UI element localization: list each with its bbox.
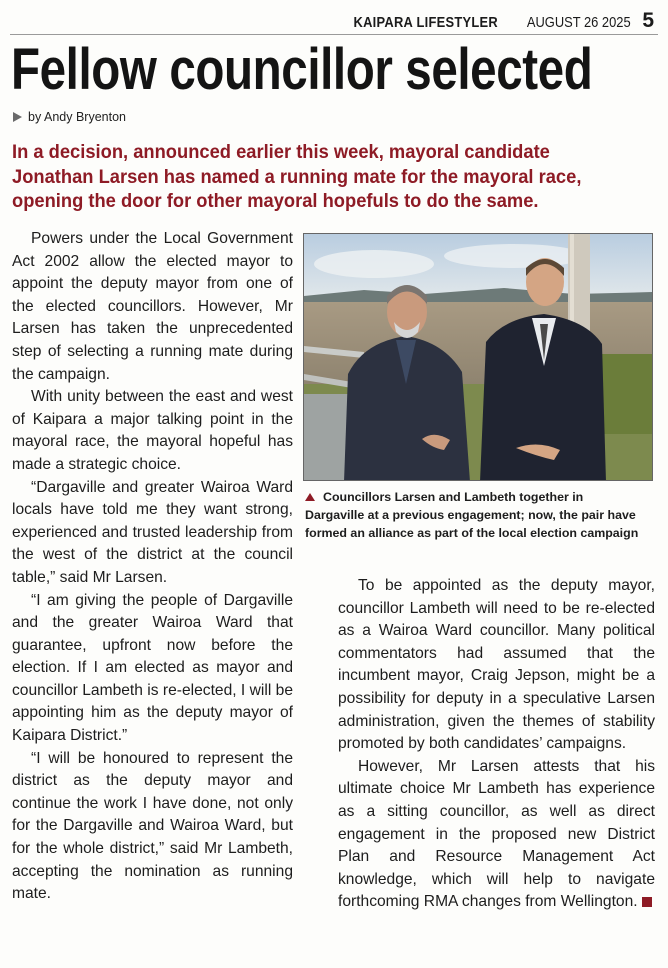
masthead xyxy=(330,9,654,33)
body-paragraph-text: However, Mr Larsen attests that his ultimate choice Mr Lambeth has experience as a sitting councillor, as well as direct engagement in the proposed new District Plan and Resource Management Act knowledge, which will help to navigate forthcoming RMA changes from Wellington. xyxy=(338,757,655,911)
body-paragraph: “I will be honoured to represent the district as the deputy mayor and continue the work I have done, not only for the Dargaville and Wairoa Ward, but for the whole district,” said Mr Lambeth, accepting the nomination as running mate. xyxy=(12,749,293,903)
article-column-2 xyxy=(338,575,655,914)
page-number: 5 xyxy=(642,9,654,32)
councillors-photo-image xyxy=(304,234,653,481)
byline-arrow-icon xyxy=(13,112,22,122)
end-of-article-icon xyxy=(642,897,652,907)
standfirst: In a decision, announced earlier this week, mayoral candidate Jonathan Larsen has named a running mate for the mayoral race, opening the door for other mayoral hopefuls to do the same. xyxy=(12,141,582,212)
masthead-divider xyxy=(10,34,658,35)
body-paragraph: “Dargaville and greater Wairoa Ward locals have told me they want strong, experienced and trusted leadership from the west of the district at the council table,” said Mr Larsen. xyxy=(12,478,293,586)
headline: Fellow councillor selected xyxy=(11,37,593,102)
body-paragraph: Powers under the Local Government Act 2002 allow the elected mayor to appoint the deputy mayor from one of the elected councillors. However, Mr Larsen has taken the unprecedented step of selecting a running mate during the campaign. xyxy=(12,230,293,383)
article-column-1 xyxy=(12,228,293,906)
caption-triangle-icon xyxy=(305,493,315,501)
article-photo xyxy=(303,233,653,481)
body-paragraph: To be appointed as the deputy mayor, councillor Lambeth will need to be re-elected as a Wairoa Ward councillor. Many political commentators had assumed that the incumbent mayor, Craig Jepson, might be a possibility for deputy in a speculative Larsen administration, given the themes of stability promoted by both candidates’ campaigns. xyxy=(338,577,655,753)
issue-date: AUGUST 26 2025 xyxy=(526,14,631,31)
photo-caption xyxy=(305,488,645,542)
body-paragraph xyxy=(338,756,655,914)
byline xyxy=(13,110,126,124)
body-paragraph: “I am giving the people of Dargaville and the greater Wairoa Ward that guarantee, upfront now before the election. If I am elected as mayor and councillor Lambeth is re-elected, I will be appointing him as the deputy mayor of Kaipara District.” xyxy=(12,591,293,745)
body-paragraph: With unity between the east and west of Kaipara a major talking point in the mayoral race, the mayoral hopeful has made a strategic choice. xyxy=(12,388,293,473)
publication-name: KAIPARA LIFESTYLER xyxy=(353,14,498,31)
byline-text: by Andy Bryenton xyxy=(28,110,126,124)
caption-text: Councillors Larsen and Lambeth together in Dargaville at a previous engagement; now, the pair have formed an alliance as part of the local election campaign xyxy=(305,490,639,540)
